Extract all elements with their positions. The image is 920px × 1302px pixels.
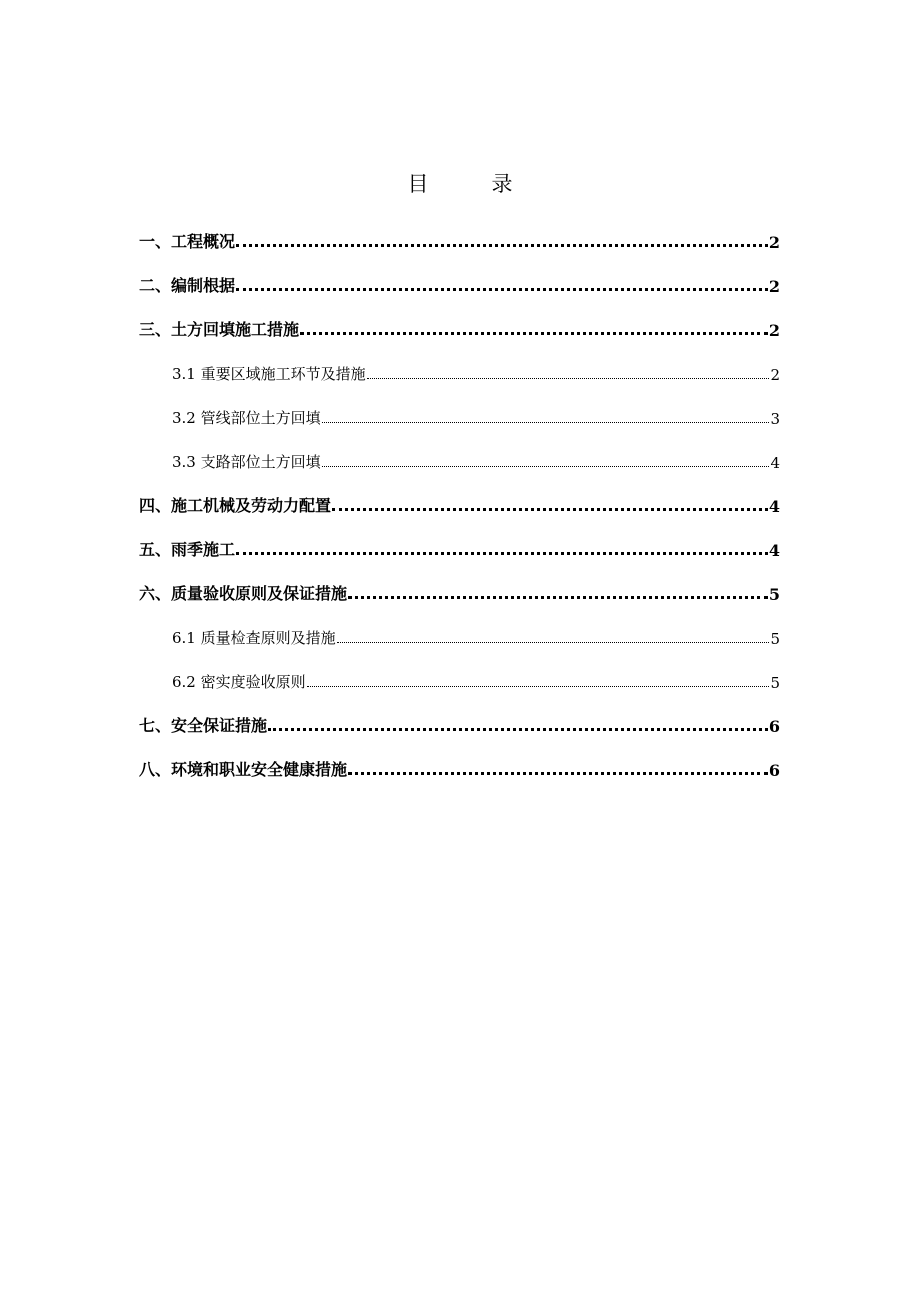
- toc-subentry[interactable]: [139, 348, 780, 392]
- dot-leader: [300, 330, 768, 335]
- dot-leader: [337, 640, 770, 643]
- dot-leader: [348, 594, 768, 599]
- dot-leader: [322, 420, 770, 423]
- toc-entry-label: 6.1 质量检查原则及措施: [172, 629, 336, 647]
- table-of-contents: [139, 216, 780, 788]
- dot-leader: [236, 286, 768, 291]
- dot-leader: [307, 684, 770, 687]
- toc-subentry[interactable]: [139, 656, 780, 700]
- toc-entry[interactable]: [139, 568, 780, 612]
- toc-entry-page: 5: [770, 674, 780, 692]
- toc-entry-label: 八、环境和职业安全健康措施: [139, 760, 348, 779]
- toc-entry[interactable]: [139, 260, 780, 304]
- toc-entry-page: 5: [770, 630, 780, 648]
- dot-leader: [268, 726, 768, 731]
- toc-entry-page: 2: [768, 277, 780, 296]
- toc-entry-label: 七、安全保证措施: [139, 716, 268, 735]
- toc-entry-label: 六、质量验收原则及保证措施: [139, 584, 348, 603]
- toc-subentry[interactable]: [139, 612, 780, 656]
- toc-entry-page: 5: [768, 585, 780, 604]
- dot-leader: [332, 506, 768, 511]
- toc-entry-page: 2: [768, 321, 780, 340]
- toc-subentry[interactable]: [139, 436, 780, 480]
- toc-entry-label: 3.3 支路部位土方回填: [172, 453, 321, 471]
- toc-entry-page: 4: [770, 454, 780, 472]
- toc-entry-page: 2: [768, 233, 780, 252]
- toc-subentry[interactable]: [139, 392, 780, 436]
- toc-entry[interactable]: [139, 744, 780, 788]
- dot-leader: [322, 464, 770, 467]
- toc-entry-page: 6: [768, 761, 780, 780]
- toc-entry[interactable]: [139, 524, 780, 568]
- toc-entry-page: 4: [768, 497, 780, 516]
- toc-entry-label: 三、土方回填施工措施: [139, 320, 300, 339]
- dot-leader: [236, 550, 768, 555]
- toc-entry[interactable]: [139, 480, 780, 524]
- toc-entry-label: 四、施工机械及劳动力配置: [139, 496, 332, 515]
- toc-entry-page: 3: [770, 410, 780, 428]
- toc-entry[interactable]: [139, 304, 780, 348]
- toc-entry-label: 二、编制根据: [139, 276, 236, 295]
- toc-entry-page: 2: [770, 366, 780, 384]
- toc-entry-label: 一、工程概况: [139, 232, 236, 251]
- toc-entry-label: 3.2 管线部位土方回填: [172, 409, 321, 427]
- toc-entry[interactable]: [139, 216, 780, 260]
- toc-entry-page: 6: [768, 717, 780, 736]
- toc-title: 目 录: [407, 172, 513, 196]
- toc-entry-page: 4: [768, 541, 780, 560]
- dot-leader: [236, 242, 768, 247]
- toc-entry-label: 五、雨季施工: [139, 540, 236, 559]
- toc-entry-label: 6.2 密实度验收原则: [172, 673, 306, 691]
- dot-leader: [348, 770, 768, 775]
- toc-entry-label: 3.1 重要区域施工环节及措施: [172, 365, 366, 383]
- dot-leader: [367, 376, 770, 379]
- toc-entry[interactable]: [139, 700, 780, 744]
